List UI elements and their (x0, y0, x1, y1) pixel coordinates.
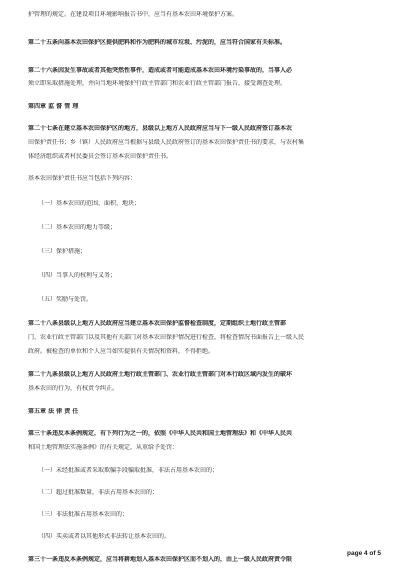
article-28: 第二十八条县级以上地方人民政府应当建立基本农田保护监督检查制度，定期组织土地行政主管部 (28, 320, 287, 327)
article-26: 第二十六条因发生事故或者其他突然性事件，造成或者可能造成基本农田环境污染事故的，当事人必 (28, 67, 293, 74)
chapter-4-heading: 第四章 监 督 管 理 (28, 103, 79, 110)
paragraph-line: 门、农业行政主管部门以及其他有关部门对基本农田保护情况进行检查，将检查情况书面报告上一级人民 (28, 334, 305, 341)
chapter-5-heading: 第五章 法 律 责 任 (28, 408, 79, 415)
paragraph-line: 基本农田的行为，有权责令纠正。 (28, 385, 119, 392)
list-item: （三）非法批准占用基本农田的； (38, 511, 129, 518)
article-30: 第三十条违反本条例规定，有下列行为之一的，依照《中华人民共和国土地管理法》和《中华人民共 (28, 430, 293, 437)
paragraph-line: 政府。被检查的单位和个人应当如实提供有关情况和资料，不得拒绝。 (28, 348, 215, 355)
list-item: （二）基本农田的地力等级； (38, 224, 117, 231)
article-31: 第三十一条违反本条例规定，应当将耕地划入基本农田保护区而不划入的，由上一级人民政府责令限 (28, 556, 293, 563)
paragraph-line: 和国土地管理法实施条例》的有关规定，从重给予处罚： (28, 444, 179, 451)
paragraph-line: 体经济组织或者村民委员会签订基本农田保护责任书。 (28, 153, 173, 160)
list-item: （一）未经批准或者采取欺骗手段骗取批准，非法占用基本农田的； (38, 467, 219, 474)
article-29: 第二十九条县级以上地方人民政府土地行政主管部门、农业行政主管部门对本行政区域内发生的破坏 (28, 371, 293, 378)
article-25: 第二十五条向基本农田保护区提供肥料和作为肥料的城市垃圾、污泥的，应当符合国家有关标准。 (28, 39, 287, 46)
list-item: （四）当事人的权利与义务； (38, 272, 117, 279)
paragraph-line: 须立即采取措施处理，并向当地环境保护行政主管部门和农业行政主管部门报告，接受调查处理。 (28, 80, 287, 87)
list-item: （四）买卖或者以其他形式非法转让基本农田的。 (38, 533, 171, 540)
list-item: （二）超过批准数量，非法占用基本农田的； (38, 489, 159, 496)
paragraph-line: 基本农田保护责任书应当包括下列内容： (28, 175, 137, 182)
list-item: （三）保护措施； (38, 248, 87, 255)
paragraph-line: 护管理的规定。在建设项目环境影响报告书中，应当有基本农田环境保护方案。 (28, 11, 239, 18)
paragraph-line: 田保护责任书；乡（镇）人民政府应当根据与县级人民政府签订的基本农田保护责任书的要求，与农村集 (28, 139, 305, 146)
list-item: （五）奖励与处罚。 (38, 296, 93, 303)
article-27: 第二十七条在建立基本农田保护区的地方，县级以上地方人民政府应当与下一级人民政府签订基本农 (28, 125, 293, 132)
list-item: （一）基本农田的范围、面积、地块； (38, 200, 141, 207)
page-number: page 4 of 5 (347, 550, 381, 557)
